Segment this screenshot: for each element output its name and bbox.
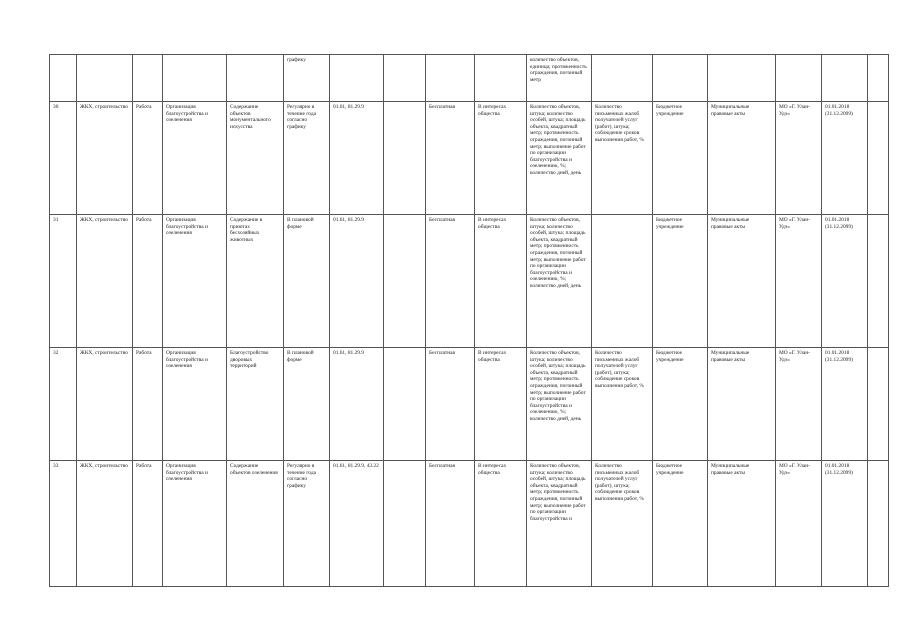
table-cell-volume: [527, 102, 592, 215]
table-cell-kind: [133, 461, 163, 587]
table-cell-okved: [330, 348, 384, 461]
cell-text-name: Организация благоустройства и озеленения: [166, 463, 208, 483]
table-cell: [330, 55, 384, 102]
table-cell-volume: [527, 348, 592, 461]
table-cell-payment: [426, 215, 475, 348]
table-cell-kind: [133, 215, 163, 348]
cell-text-content: Благоустройство дворовых территорий: [230, 350, 269, 370]
cell-text-interest: В интересах общества: [478, 350, 507, 363]
table-row: [50, 348, 889, 461]
table-cell-interest: [475, 461, 527, 587]
table-cell-periodicity: [284, 102, 330, 215]
table-cell-blank1: [384, 461, 426, 587]
table-cell: [708, 55, 776, 102]
table-cell-sector: [77, 215, 133, 348]
table-cell-num: [50, 215, 77, 348]
table-cell-quality: [592, 215, 653, 348]
table-cell-mo: [776, 461, 822, 587]
table-cell: [776, 55, 822, 102]
cell-text-name: Организация благоустройства и озеленения: [166, 217, 208, 237]
cell-text-quality: Количество письменных жалоб получателей услуг (работ), штука; соблюдение сроков выполнения работ, %: [595, 104, 644, 143]
cell-text-dates: 01.01.2018 (31.12.2099): [825, 350, 853, 363]
table-cell: [475, 55, 527, 102]
table-cell-acts: [708, 348, 776, 461]
cell-text-institution: Бюджетное учреждение: [656, 217, 684, 230]
table-cell: [50, 55, 77, 102]
cell-text-interest: В интересах общества: [478, 463, 507, 476]
cell-text-content: Содержание в приютах бесхозяйных животных: [230, 217, 263, 243]
table-cell: [822, 55, 868, 102]
table-cell-num: [50, 102, 77, 215]
table-cell-blank1: [384, 348, 426, 461]
table-cell-volume: [527, 215, 592, 348]
cell-text-kind: Работа: [136, 217, 152, 223]
table-cell-quality: [592, 461, 653, 587]
cell-text-periodicity: Регулярно в течение года согласно графику: [287, 104, 316, 130]
cell-text-sector: ЖКХ, строительство: [80, 217, 128, 223]
table-cell: [527, 55, 592, 102]
table-cell-periodicity: [284, 461, 330, 587]
cell-text-num: 30: [53, 104, 59, 110]
table-cell-interest: [475, 348, 527, 461]
cell-text-sector: ЖКХ, строительство: [80, 104, 128, 110]
cell-text-periodicity: В плановой форме: [287, 350, 314, 363]
table-cell: [133, 55, 163, 102]
table-cell-mo: [776, 348, 822, 461]
table-cell-interest: [475, 215, 527, 348]
cell-text-mo: МО «Г. Улан-Удэ»: [779, 463, 810, 476]
table-cell-content: [227, 102, 284, 215]
cell-text-payment: Бесплатная: [429, 350, 455, 356]
table-cell-acts: [708, 215, 776, 348]
table-cell-blank2: [868, 102, 889, 215]
table-cell-quality: [592, 102, 653, 215]
table-cell: [384, 55, 426, 102]
cell-text-content: Содержание объектов монументального искусства: [230, 104, 271, 130]
table-cell-interest: [475, 102, 527, 215]
table-cell-periodicity: [284, 215, 330, 348]
table-cell-mo: [776, 102, 822, 215]
cell-text-kind: Работа: [136, 350, 152, 356]
cell-text-payment: Бесплатная: [429, 104, 455, 110]
cell-text-institution: Бюджетное учреждение: [656, 104, 684, 117]
table-cell-okved: [330, 215, 384, 348]
cell-text-okved: 01.61, 81.29.9: [333, 217, 364, 223]
table-cell: [592, 55, 653, 102]
table-cell-dates: [822, 348, 868, 461]
table-cell-name: [163, 102, 227, 215]
table-cell-payment: [426, 461, 475, 587]
table-cell-periodicity: [284, 348, 330, 461]
table-row: [50, 215, 889, 348]
cell-text-okved: 01.61, 81.29.9: [333, 104, 364, 110]
cell-text-interest: В интересах общества: [478, 104, 507, 117]
cell-text-name: Организация благоустройства и озеленения: [166, 350, 208, 370]
table-cell-quality: [592, 348, 653, 461]
table-cell-institution: [653, 215, 708, 348]
cell-text-mo: МО «Г. Улан-Удэ»: [779, 104, 810, 117]
table-cell-okved: [330, 461, 384, 587]
table-cell-payment: [426, 348, 475, 461]
table-cell-num: [50, 348, 77, 461]
cell-text-name: Организация благоустройства и озеленения: [166, 104, 208, 124]
table-cell-okved: [330, 102, 384, 215]
cell-text-institution: Бюджетное учреждение: [656, 463, 684, 476]
cell-text-institution: Бюджетное учреждение: [656, 350, 684, 363]
cell-text: количество объектов, единица; протяженность ограждения, погонный метр: [530, 57, 587, 83]
table-cell-payment: [426, 102, 475, 215]
cell-text-acts: Муниципальные правовые акты: [711, 463, 750, 476]
cell-text: графику: [287, 57, 306, 63]
table-cell: [77, 55, 133, 102]
cell-text-dates: 01.01.2018 (31.12.2099): [825, 104, 853, 117]
cell-text-acts: Муниципальные правовые акты: [711, 104, 750, 117]
registry-table-body: [50, 55, 889, 587]
table-cell-acts: [708, 461, 776, 587]
table-cell-sector: [77, 102, 133, 215]
table-cell-institution: [653, 461, 708, 587]
cell-text-num: 32: [53, 350, 59, 356]
table-cell: [284, 55, 330, 102]
cell-text-kind: Работа: [136, 104, 152, 110]
table-cell: [868, 55, 889, 102]
table-cell-name: [163, 461, 227, 587]
table-cell-institution: [653, 348, 708, 461]
table-row-carry-over: [50, 55, 889, 102]
cell-text-sector: ЖКХ, строительство: [80, 463, 128, 469]
cell-text-periodicity: Регулярно в течение года согласно графику: [287, 463, 316, 489]
cell-text-sector: ЖКХ, строительство: [80, 350, 128, 356]
cell-text-volume: Количество объектов, штука; количество особей, штука; площадь объекта, квадратный метр; протяженность ограждения, погонный метр; выполнение работ по организации благоустройства и: [530, 463, 586, 522]
cell-text-okved: 01.61, 81.29.9, 43.22: [333, 463, 379, 469]
table-cell-content: [227, 348, 284, 461]
table-cell: [426, 55, 475, 102]
cell-text-interest: В интересах общества: [478, 217, 507, 230]
cell-text-mo: МО «Г. Улан-Удэ»: [779, 217, 810, 230]
table-cell: [227, 55, 284, 102]
table-cell-dates: [822, 102, 868, 215]
cell-text-payment: Бесплатная: [429, 217, 455, 223]
cell-text-num: 33: [53, 463, 59, 469]
table-row: [50, 461, 889, 587]
cell-text-acts: Муниципальные правовые акты: [711, 350, 750, 363]
table-cell-sector: [77, 348, 133, 461]
table-cell-sector: [77, 461, 133, 587]
table-row: [50, 102, 889, 215]
cell-text-mo: МО «Г. Улан-Удэ»: [779, 350, 810, 363]
cell-text-payment: Бесплатная: [429, 463, 455, 469]
table-cell: [163, 55, 227, 102]
cell-text-okved: 01.61, 81.29.9: [333, 350, 364, 356]
cell-text-volume: Количество объектов, штука; количество особей, штука; площадь объекта, квадратный метр; протяженность ограждения, погонный метр; выполнение работ по организации благоустройства и озеленению, %; количество дней, день: [530, 350, 586, 422]
table-cell-name: [163, 348, 227, 461]
table-cell-blank2: [868, 461, 889, 587]
table-cell-dates: [822, 215, 868, 348]
table-cell-kind: [133, 348, 163, 461]
table-cell-mo: [776, 215, 822, 348]
cell-text-kind: Работа: [136, 463, 152, 469]
table-cell-kind: [133, 102, 163, 215]
cell-text-quality: Количество письменных жалоб получателей услуг (работ), штука; соблюдение сроков выполнения работ, %: [595, 350, 644, 389]
table-cell-content: [227, 461, 284, 587]
cell-text-dates: 01.01.2018 (31.12.2099): [825, 217, 853, 230]
cell-text-content: Содержание объектов озеленения: [230, 463, 278, 476]
cell-text-volume: Количество объектов, штука; количество особей, штука; площадь объекта, квадратный метр; протяженность ограждения, погонный метр; выполнение работ по организации благоустройства и озеленению, %; количество дней, день: [530, 104, 586, 176]
registry-table: [49, 54, 889, 587]
table-cell-dates: [822, 461, 868, 587]
table-cell-num: [50, 461, 77, 587]
table-cell-blank2: [868, 215, 889, 348]
table-cell-volume: [527, 461, 592, 587]
table-cell-name: [163, 215, 227, 348]
table-cell-blank2: [868, 348, 889, 461]
cell-text-periodicity: В плановой форме: [287, 217, 314, 230]
cell-text-acts: Муниципальные правовые акты: [711, 217, 750, 230]
table-cell-acts: [708, 102, 776, 215]
cell-text-dates: 01.01.2018 (31.12.2099): [825, 463, 853, 476]
table-cell: [653, 55, 708, 102]
table-cell-blank1: [384, 102, 426, 215]
table-cell-content: [227, 215, 284, 348]
table-cell-blank1: [384, 215, 426, 348]
cell-text-volume: Количество объектов, штука; количество особей, штука; площадь объекта, квадратный метр; протяженность ограждения, погонный метр; выполнение работ по организации благоустройства и озеленению, %; количество дней, день: [530, 217, 586, 289]
table-cell-institution: [653, 102, 708, 215]
cell-text-num: 31: [53, 217, 59, 223]
cell-text-quality: Количество письменных жалоб получателей услуг (работ), штука; соблюдение сроков выполнения работ, %: [595, 463, 644, 502]
